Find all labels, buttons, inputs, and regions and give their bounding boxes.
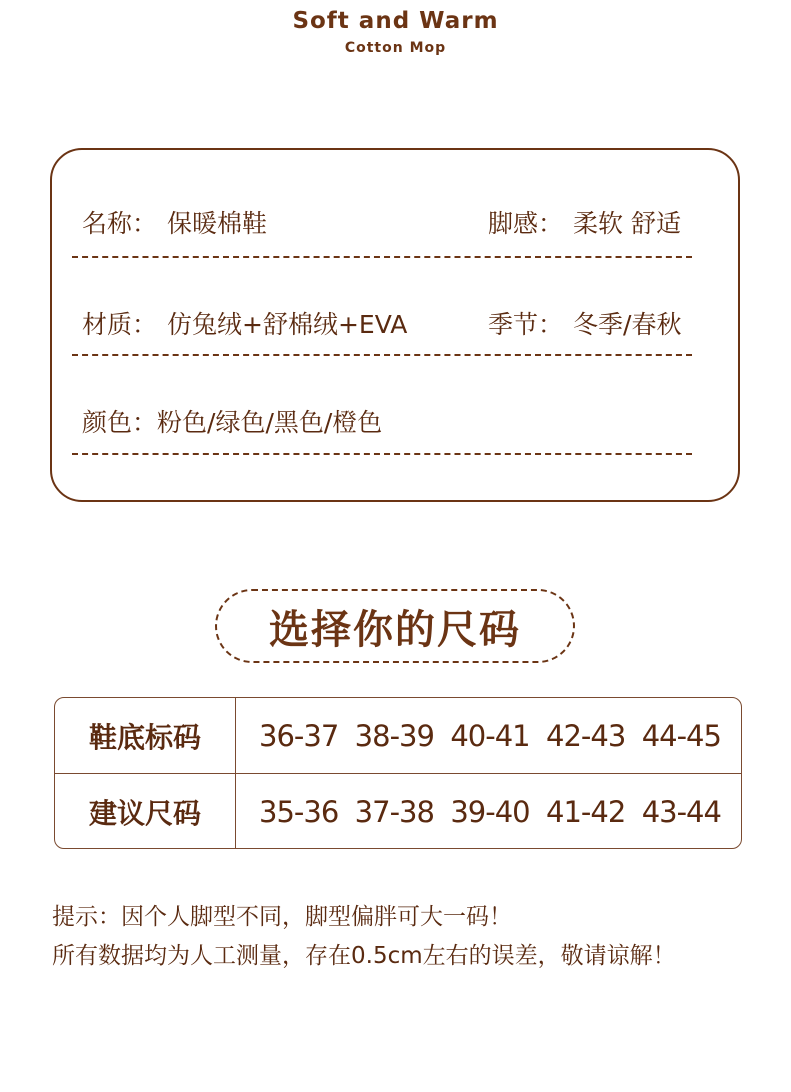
spec-season-value: 冬季/春秋 (573, 310, 682, 339)
spec-material-label: 材质： (82, 310, 158, 339)
page-subtitle: Cotton Mop (344, 40, 447, 56)
dashed-divider (72, 256, 692, 258)
table-cell: 39-40 (450, 794, 530, 829)
spec-color-value: 粉色/绿色/黑色/橙色 (157, 408, 383, 437)
size-table (54, 697, 742, 849)
measurement-disclaimer-note: 所有数据均为人工测量，存在0.5cm左右的误差，敬请谅解！ (52, 943, 676, 969)
spec-row-material-season (52, 305, 738, 345)
dashed-divider (72, 354, 692, 356)
spec-row-name-feel (52, 204, 738, 244)
table-cell: 35-36 (259, 794, 339, 829)
table-cell: 36-37 (259, 718, 339, 753)
table-row-label-sole-size: 鞋底标码 (88, 720, 201, 754)
table-row-suggested-sizes (235, 774, 743, 849)
dashed-divider (72, 453, 692, 455)
table-row-label-suggested-size: 建议尺码 (88, 796, 201, 830)
spec-row-color (52, 403, 738, 443)
size-tip-note: 提示：因个人脚型不同，脚型偏胖可大一码！ (52, 904, 512, 930)
spec-name-value: 保暖棉鞋 (167, 209, 268, 238)
spec-feel-value: 柔软 舒适 (573, 209, 681, 238)
table-cell: 43-44 (641, 794, 721, 829)
size-section-title: 选择你的尺码 (269, 606, 521, 653)
table-cell: 38-39 (354, 718, 434, 753)
table-cell: 41-42 (546, 794, 626, 829)
size-section-heading (215, 589, 575, 663)
spec-material-value: 仿兔绒+舒棉绒+EVA (167, 310, 408, 339)
page-title: Soft and Warm (292, 8, 499, 34)
table-row-sole-sizes (235, 698, 743, 773)
product-spec-card (50, 148, 740, 502)
spec-material (82, 305, 407, 341)
spec-name-label: 名称： (82, 209, 158, 238)
table-cell: 42-43 (546, 718, 626, 753)
spec-color (82, 403, 382, 439)
table-cell: 44-45 (641, 718, 721, 753)
spec-season-label: 季节： (488, 310, 564, 339)
table-cell: 40-41 (450, 718, 530, 753)
spec-feel (488, 204, 681, 240)
spec-season (488, 305, 681, 341)
spec-name (82, 204, 267, 240)
spec-color-label: 颜色： (82, 408, 158, 437)
table-cell: 37-38 (354, 794, 434, 829)
spec-feel-label: 脚感： (488, 209, 564, 238)
